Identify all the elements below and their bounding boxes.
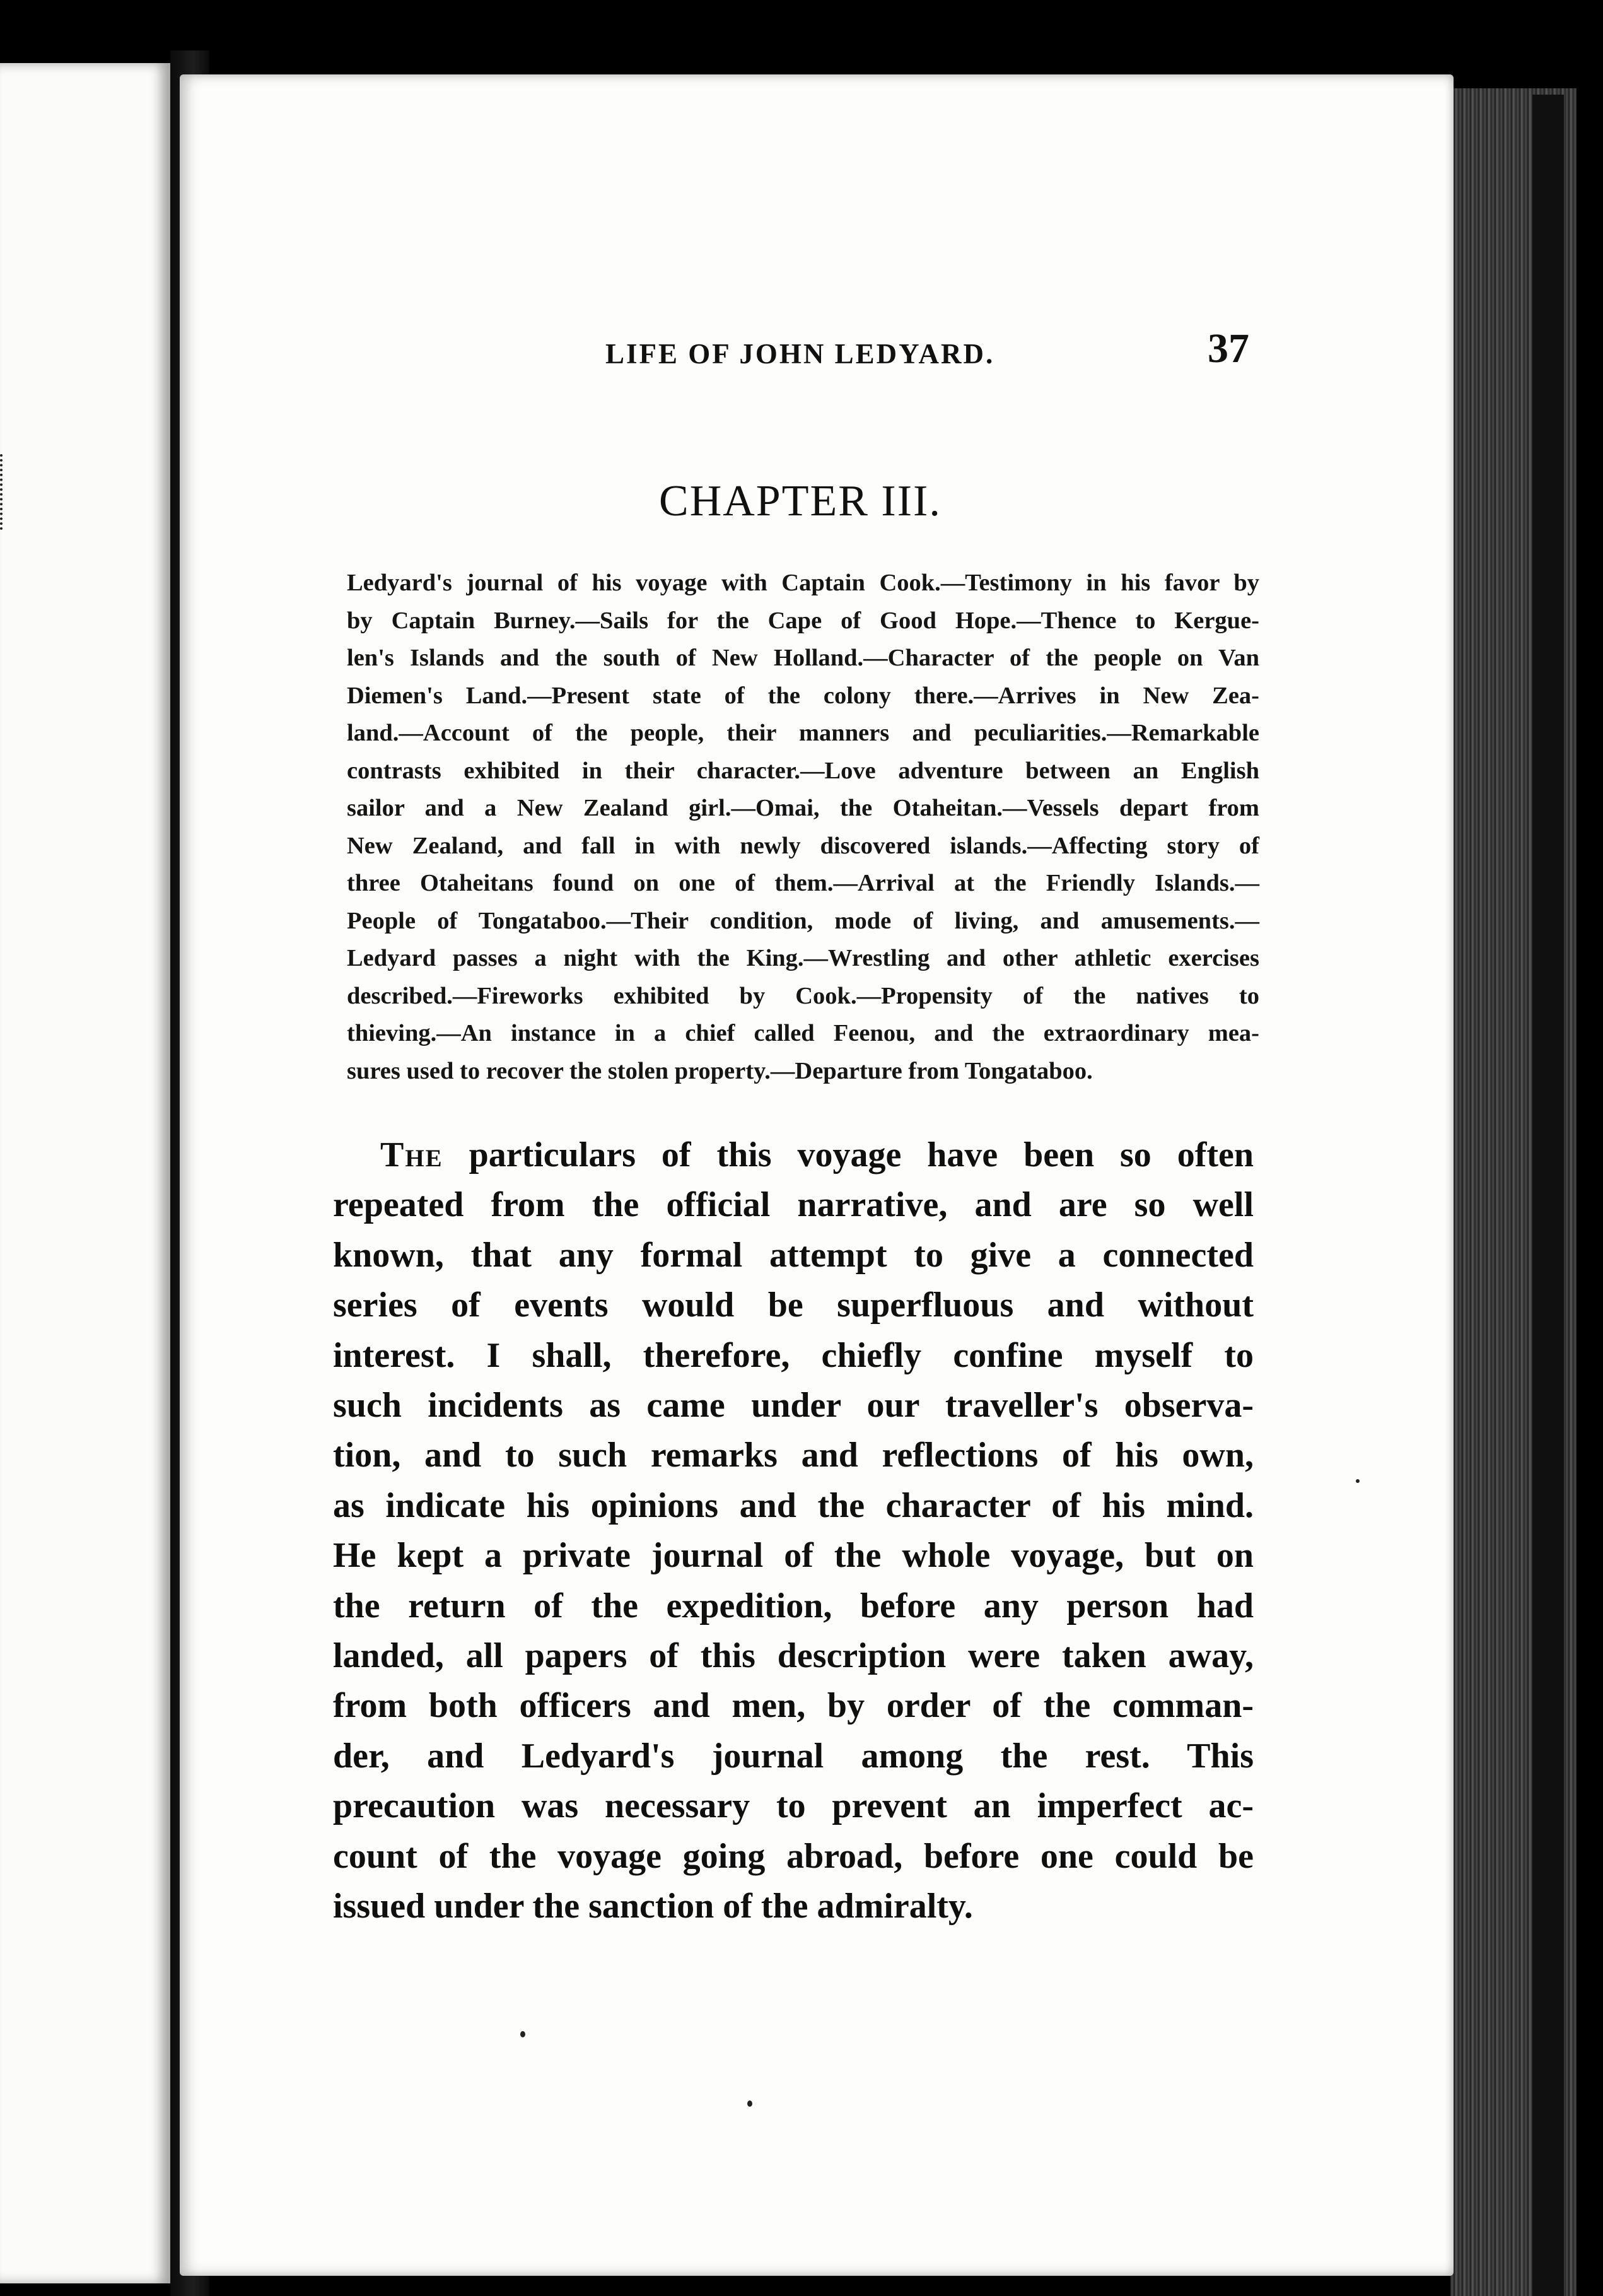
summary-line: by Captain Burney.—Sails for the Cape of Good Hope.—Thence to Kergue-: [347, 607, 1259, 634]
body-line: series of events would be superfluous and without: [333, 1286, 1254, 1325]
body-line: precaution was necessary to prevent an imperfect ac-: [333, 1786, 1254, 1826]
body-line: landed, all papers of this description were taken away,: [333, 1636, 1254, 1676]
body-paragraph: [333, 1130, 1254, 1932]
summary-line: People of Tongataboo.—Their condition, mode of living, and amusements.—: [347, 907, 1259, 934]
summary-line: three Otaheitans found on one of them.—Arrival at the Friendly Islands.—: [347, 870, 1259, 896]
summary-line: land.—Account of the people, their manners and peculiarities.—Remarkable: [347, 720, 1259, 746]
ink-speck: [747, 2100, 752, 2107]
ink-speck: [1356, 1479, 1360, 1483]
body-line: He kept a private journal of the whole voyage, but on: [333, 1536, 1254, 1576]
body-line: tion, and to such remarks and reflections of his own,: [333, 1436, 1254, 1475]
body-line: the return of the expedition, before any person had: [333, 1586, 1254, 1625]
chapter-summary: [347, 565, 1259, 1090]
ink-speck: [520, 2031, 525, 2037]
first-line-text: particulars of this voyage have been so often: [443, 1135, 1254, 1174]
summary-line: sures used to recover the stolen property.—Departure from Tongataboo.: [347, 1057, 1093, 1084]
body-line: issued under the sanction of the admiralty.: [333, 1887, 973, 1926]
summary-line: thieving.—An instance in a chief called Feenou, and the extraordinary mea-: [347, 1020, 1259, 1046]
body-line: der, and Ledyard's journal among the rest. This: [333, 1736, 1254, 1776]
body-line: such incidents as came under our traveller's observa-: [333, 1386, 1254, 1426]
summary-line: len's Islands and the south of New Holland.—Character of the people on Van: [347, 645, 1259, 671]
body-line: from both officers and men, by order of the comman-: [333, 1686, 1254, 1726]
summary-line: sailor and a New Zealand girl.—Omai, the Otaheitan.—Vessels depart from: [347, 795, 1259, 821]
body-line: as indicate his opinions and the character of his mind.: [333, 1485, 1254, 1525]
body-line: repeated from the official narrative, and are so well: [333, 1185, 1254, 1225]
body-line: known, that any formal attempt to give a connected: [333, 1235, 1254, 1275]
adjacent-page-edge: [0, 63, 170, 2283]
body-line: count of the voyage going abroad, before one could be: [333, 1836, 1254, 1876]
binding-shadow: [1532, 95, 1564, 2296]
page-number: 37: [1208, 325, 1249, 372]
print-marks: [0, 454, 9, 530]
running-head: LIFE OF JOHN LEDYARD.: [605, 338, 995, 370]
summary-line: Ledyard's journal of his voyage with Captain Cook.—Testimony in his favor by: [347, 570, 1259, 596]
summary-line: Ledyard passes a night with the King.—Wrestling and other athletic exercises: [347, 945, 1259, 971]
summary-line: described.—Fireworks exhibited by Cook.—Propensity of the natives to: [347, 982, 1259, 1009]
body-line: interest. I shall, therefore, chiefly confine myself to: [333, 1335, 1254, 1375]
summary-line: contrasts exhibited in their character.—Love adventure between an English: [347, 757, 1259, 784]
summary-line: Diemen's Land.—Present state of the colony there.—Arrives in New Zea-: [347, 682, 1259, 709]
body-line: [333, 1130, 1254, 1180]
chapter-title: CHAPTER III.: [659, 477, 941, 525]
summary-line: New Zealand, and fall in with newly discovered islands.—Affecting story of: [347, 832, 1259, 859]
opening-word: The: [380, 1135, 443, 1174]
